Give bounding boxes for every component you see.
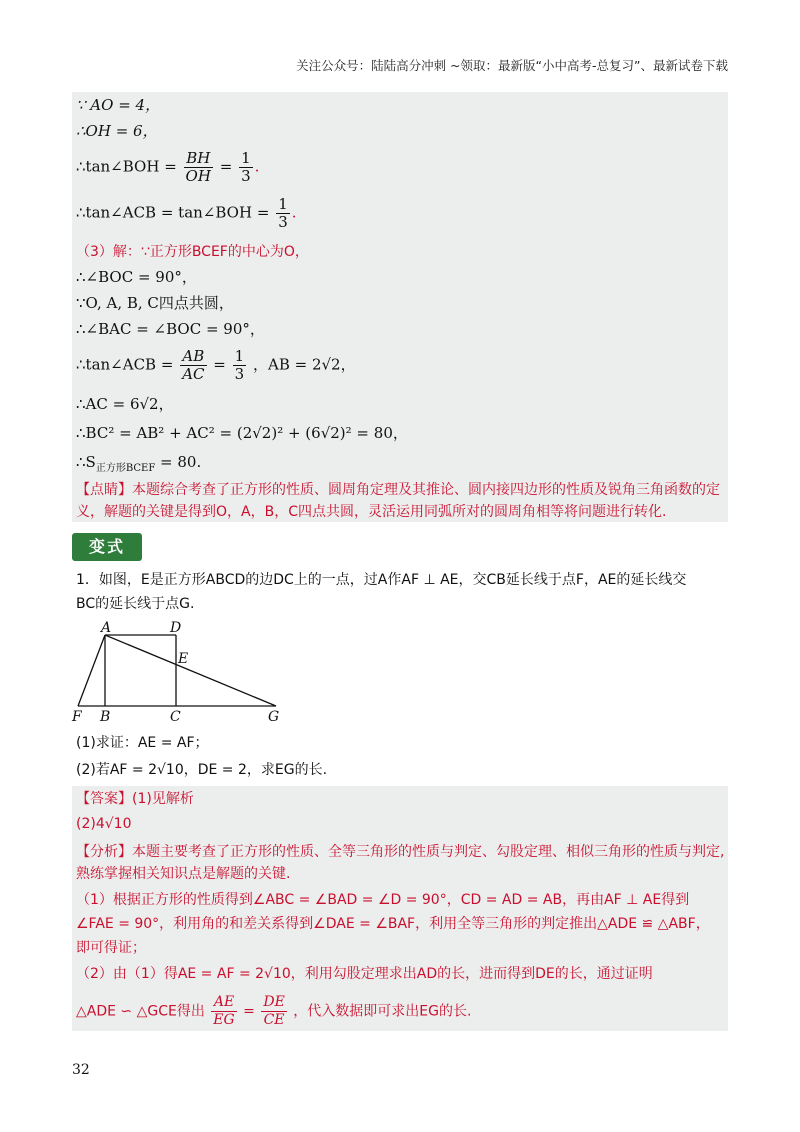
fraction-one-third-c: $\frac{1}{3}$ — [234, 347, 245, 383]
label-d: D — [170, 620, 182, 636]
analysis-line-5: 即可得证； — [76, 940, 146, 956]
part3-line-6: ∴AC = 6√2， — [76, 395, 174, 413]
fraction-one-third: $\frac{1}{3}$ — [241, 149, 251, 185]
part3-line-8: $\therefore S_{正方形BCEF} = 80$. — [76, 453, 202, 474]
page-header: 关注公众号：陆陆高分冲刺 ~领取：最新版“小中高考-总复习”、最新试卷下载 — [296, 58, 728, 73]
problem-line-2: BC的延长线于点G. — [76, 596, 195, 612]
solution-line-3: ∴tan∠BOH = $\frac{BH}{OH}$ = $\frac{1}{3}$ . — [76, 149, 260, 185]
label-g: G — [268, 709, 280, 725]
fraction-ab-ac: $\frac{AB}{AC}$ — [182, 347, 205, 383]
line-af — [78, 635, 105, 706]
part3-line-3: ∵O, A, B, C四点共圆， — [76, 294, 234, 312]
geometry-figure — [68, 618, 288, 726]
analysis-line-3: （1）根据正方形的性质得到∠ABC = ∠BAD = ∠D = 90°，CD = AD = AB，再由AF ⊥ AE得到 — [76, 892, 690, 908]
label-b: B — [100, 709, 111, 725]
answer-line-2: (2)4√10 — [76, 816, 132, 832]
page-number: 32 — [72, 1062, 90, 1078]
question-1: (1)求证：AE = AF； — [76, 735, 209, 751]
part3-line-2: ∴∠BOC = 90°， — [76, 268, 197, 286]
analysis-line-7: △ADE ∽ △GCE得出 $\frac{AE}{EG}$ = $\frac{DE}{CE}$ ，代入数据即可求出EG的长. — [76, 994, 472, 1028]
fraction-ae-eg: $\frac{AE}{EG}$ — [213, 994, 235, 1028]
fraction-bh-oh: $\frac{BH}{OH}$ — [185, 149, 211, 185]
comment-line-1: 【点睛】本题综合考查了正方形的性质、圆周角定理及其推论、圆内接四边形的性质及锐角三角函数的定 — [76, 482, 720, 498]
question-2: (2)若AF = 2√10，DE = 2，求EG的长. — [76, 762, 328, 778]
part3-line-7: ∴BC² = AB² + AC² = (2√2)² + (6√2)² = 80， — [76, 424, 408, 442]
label-e: E — [178, 651, 189, 667]
fraction-one-third-b: $\frac{1}{3}$ — [278, 195, 288, 231]
comment-line-2: 义，解题的关键是得到O，A，B，C四点共圆，灵活运用同弧所对的圆周角相等将问题进行转化. — [76, 504, 667, 520]
variant-badge: 变式 — [72, 533, 142, 561]
analysis-line-2: 熟练掌握相关知识点是解题的关键. — [76, 866, 291, 882]
solution-line-1: ∵ AO = 4， — [76, 96, 161, 114]
label-f: F — [72, 709, 82, 725]
line-ag — [105, 635, 276, 706]
label-a: A — [101, 620, 112, 636]
solution-line-4: ∴tan∠ACB = tan∠BOH = $\frac{1}{3}$ . — [76, 195, 297, 231]
part3-line-5: ∴tan∠ACB = $\frac{AB}{AC}$ = $\frac{1}{3}$ ，AB = 2√2， — [76, 347, 356, 383]
solution-line-2: ∴OH = 6， — [76, 122, 158, 140]
fraction-de-ce: $\frac{DE}{CE}$ — [263, 994, 285, 1028]
part3-line-4: ∴∠BAC = ∠BOC = 90°， — [76, 320, 265, 338]
tan-boh-label: ∴tan∠BOH = — [76, 157, 177, 176]
part3-intro: （3）解：∵正方形BCEF的中心为O， — [76, 244, 309, 260]
problem-line-1: 1．如图，E是正方形ABCD的边DC上的一点，过A作AF ⊥ AE，交CB延长线于点F，AE的延长线交 — [76, 572, 687, 588]
analysis-line-6: （2）由（1）得AE = AF = 2√10，利用勾股定理求出AD的长，进而得到DE的长，通过证明 — [76, 966, 653, 982]
analysis-line-4: ∠FAE = 90°，利用角的和差关系得到∠DAE = ∠BAF，利用全等三角形的判定推出△ADE ≌ △ABF， — [76, 916, 710, 932]
label-c: C — [170, 709, 181, 725]
analysis-line-1: 【分析】本题主要考查了正方形的性质、全等三角形的性质与判定、勾股定理、相似三角形的性质与判定, — [76, 844, 725, 860]
answer-line-1: 【答案】(1)见解析 — [76, 791, 194, 807]
